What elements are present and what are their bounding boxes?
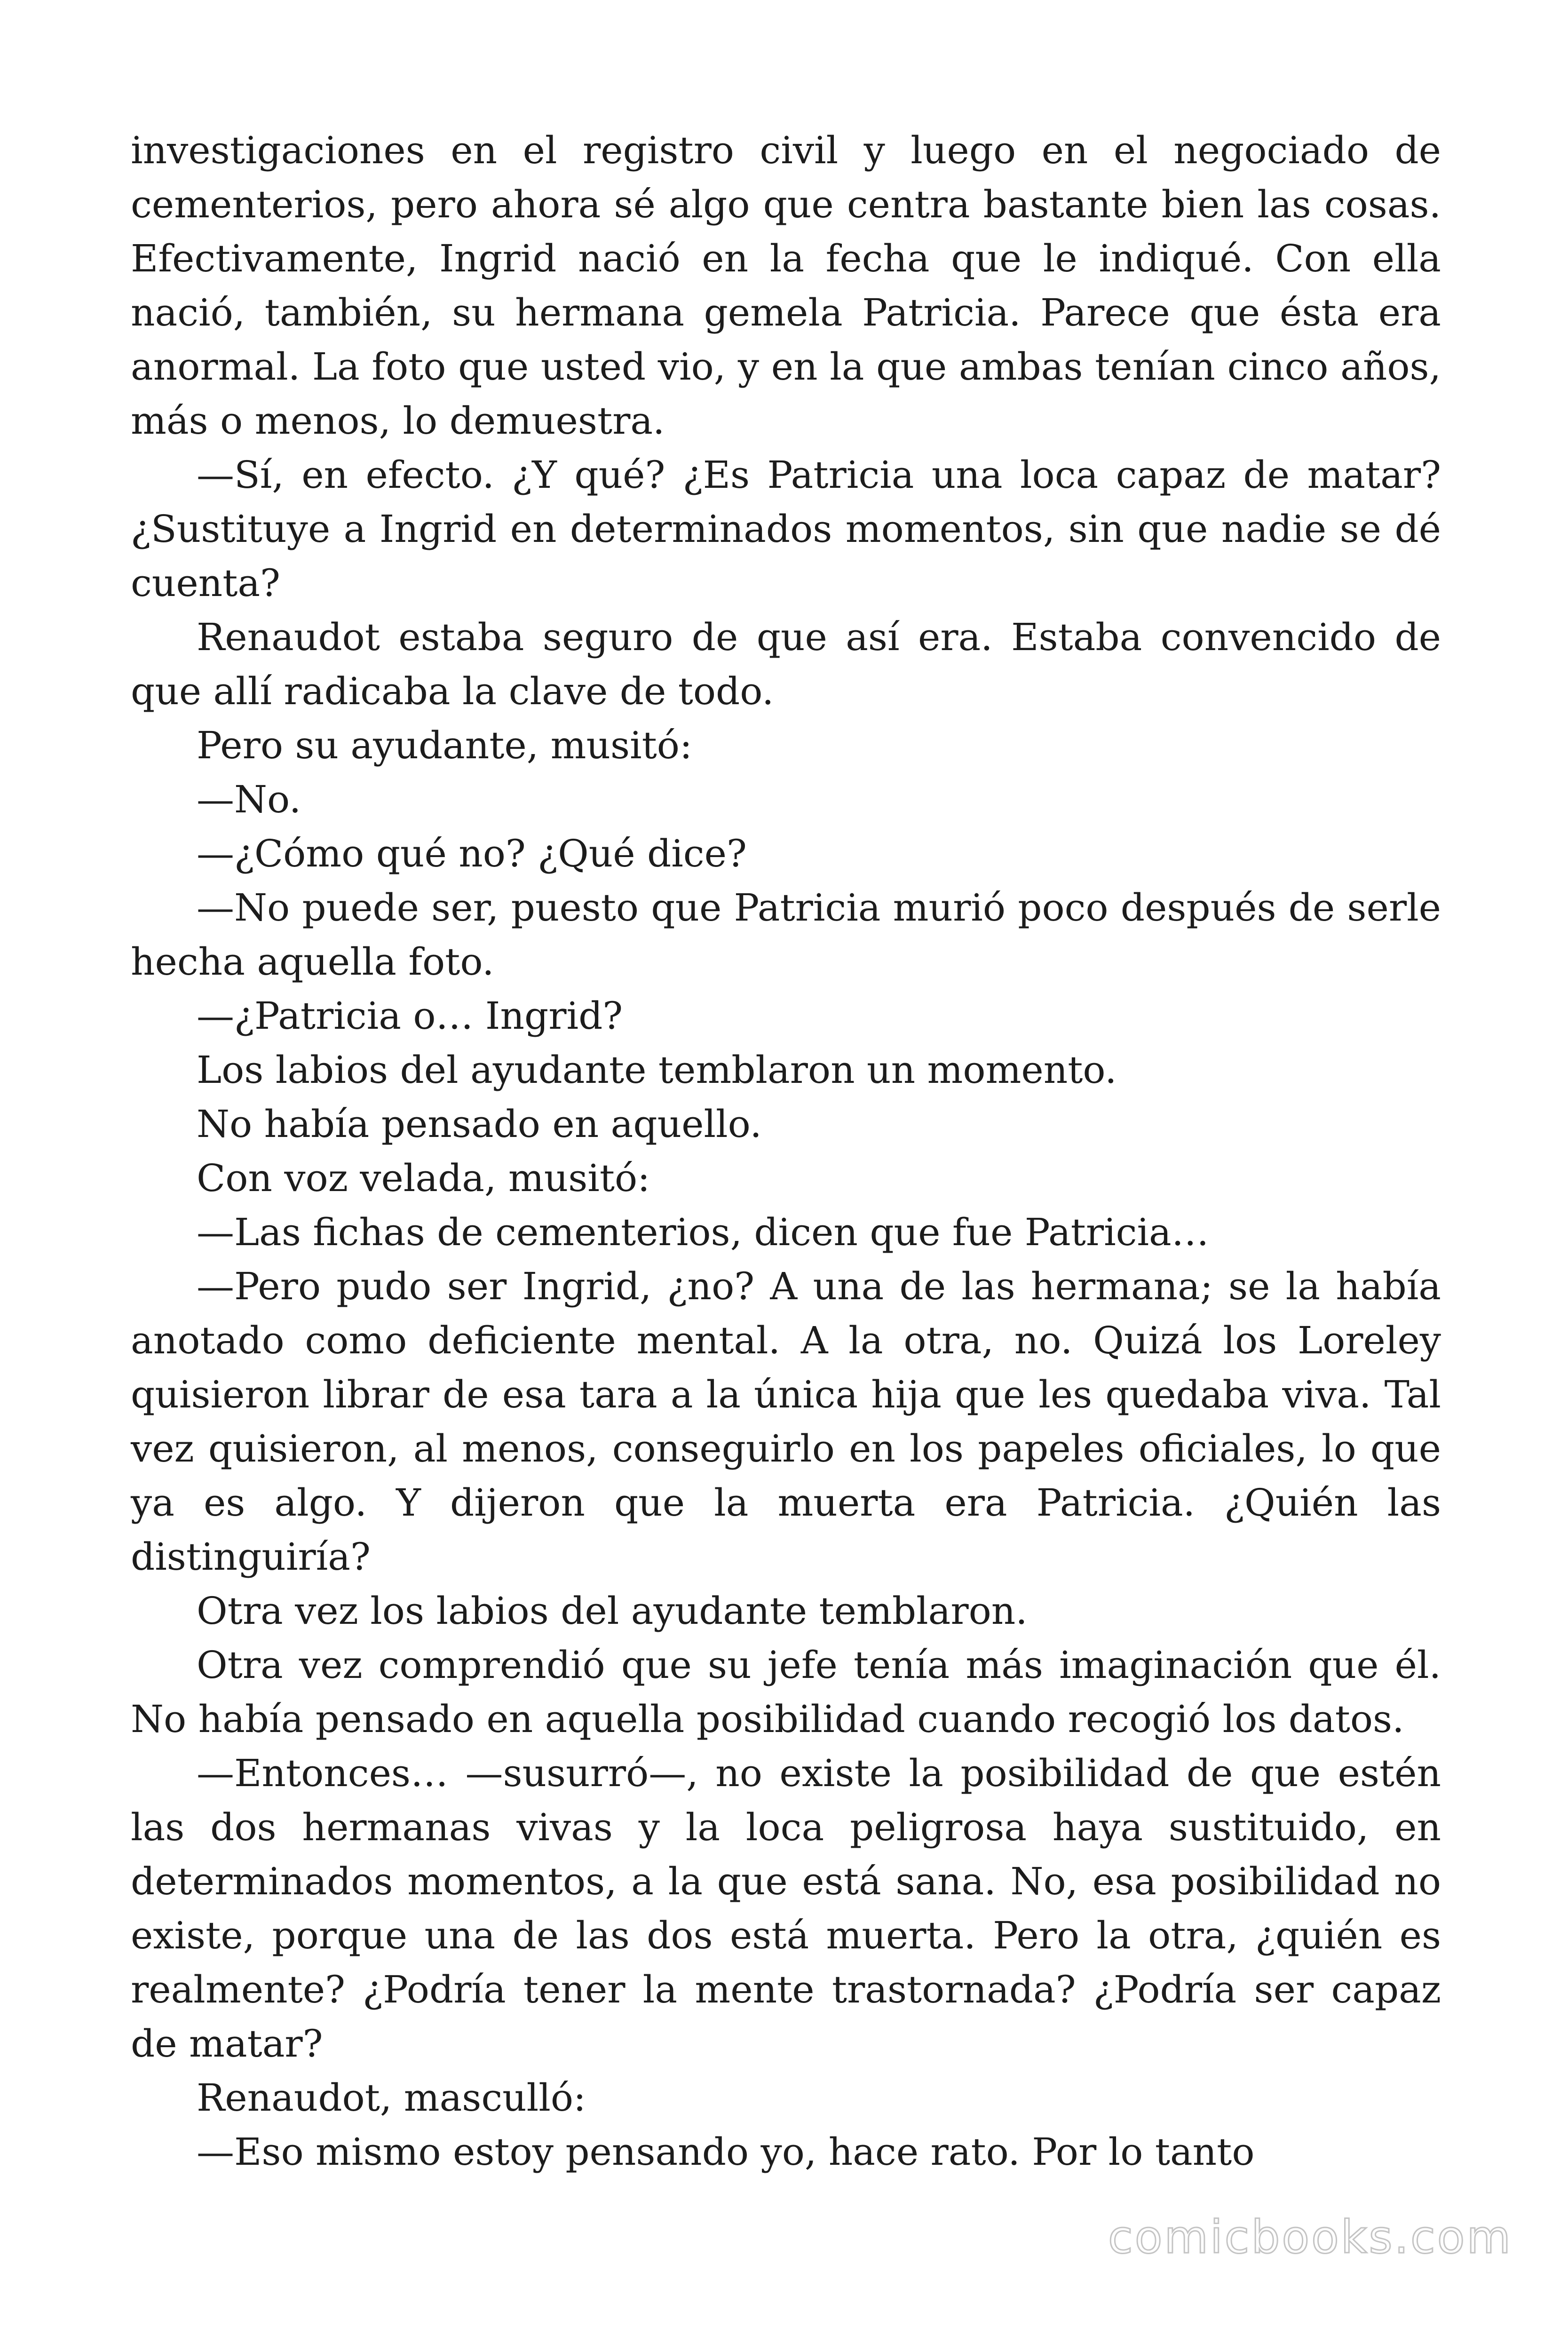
paragraph-10: No había pensado en aquello. [197,1102,762,1146]
paragraph-5: —No. [197,778,301,821]
paragraph-17: Renaudot, masculló: [197,2076,586,2120]
paragraph-1: investigaciones en el registro civil y luego en el negociado de cementerios, pero ahora sé algo que centra bastante bien las cosas. Efectivamente, Ingrid nació en la fecha que le indiqué. Con ella nació, también, su hermana gemela Patricia. Parece que ésta era anormal. La foto que usted vio, y en la que ambas tenían cinco años, más o menos, lo demuestra. [131,128,1441,443]
watermark-text: comicbooks.com [1108,2211,1513,2264]
paragraph-7: —No puede ser, puesto que Patricia murió poco después de serle hecha aquella foto. [131,886,1441,984]
paragraph-11: Con voz velada, musitó: [197,1156,650,1200]
paragraph-9: Los labios del ayudante temblaron un momento. [197,1048,1117,1092]
paragraph-15: Otra vez comprendió que su jefe tenía más imaginación que él. No había pensado en aquella posibilidad cuando recogió los datos. [131,1643,1441,1741]
paragraph-6: —¿Cómo qué no? ¿Qué dice? [197,832,747,875]
paragraph-4: Pero su ayudante, musitó: [197,723,692,767]
paragraph-14: Otra vez los labios del ayudante temblaron. [197,1589,1028,1633]
paragraph-16: —Entonces… —susurró—, no existe la posibilidad de que estén las dos hermanas vivas y la loca peligrosa haya sustituido, en determinados momentos, a la que está sana. No, esa posibilidad no existe, porque una de las dos está muerta. Pero la otra, ¿quién es realmente? ¿Podría tener la mente trastornada? ¿Podría ser capaz de matar? [131,1751,1441,2066]
paragraph-12: —Las fichas de cementerios, dicen que fue Patricia… [197,1210,1209,1254]
paragraph-18: —Eso mismo estoy pensando yo, hace rato. Por lo tanto [197,2130,1255,2174]
paragraph-2: —Sí, en efecto. ¿Y qué? ¿Es Patricia una loca capaz de matar? ¿Sustituye a Ingrid en determinados momentos, sin que nadie se dé cuenta? [131,453,1441,605]
paragraph-3: Renaudot estaba seguro de que así era. Estaba convencido de que allí radicaba la clave de todo. [131,615,1441,713]
paragraph-13: —Pero pudo ser Ingrid, ¿no? A una de las hermana; se la había anotado como deficiente mental. A la otra, no. Quizá los Loreley quisieron librar de esa tara a la única hija que les quedaba viva. Tal vez quisieron, al menos, conseguirlo en los papeles oficiales, lo que ya es algo. Y dijeron que la muerta era Patricia. ¿Quién las distinguiría? [131,1264,1441,1579]
paragraph-8: —¿Patricia o… Ingrid? [197,994,623,1038]
book-page-text [131,123,1441,2179]
